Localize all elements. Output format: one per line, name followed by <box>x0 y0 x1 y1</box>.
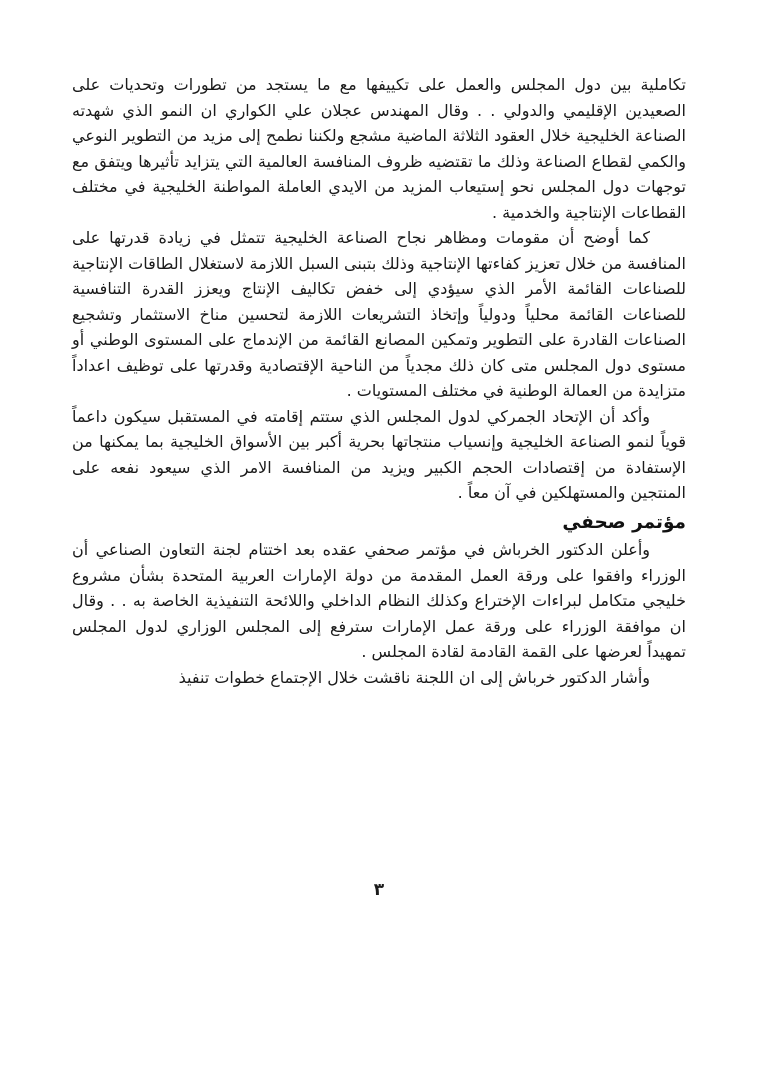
paragraph: كما أوضح أن مقومات ومظاهر نجاح الصناعة الخليجية تتمثل في زيادة قدرتها على المنافسة من خلال تعزيز كفاءتها الإنتاجية وذلك بتبنى السبل اللازمة لاستغلال الطاقات الإنتاجية للصناعات القائمة الأمر الذي سيؤدي إلى خفض تكاليف الإنتاج ويعزز القدرة التنافسية للصناعات القائمة محلياً ودولياً وإتخاذ التشريعات اللازمة لتحسين مناخ الاستثمار وتشجيع الصناعات القادرة على التطوير وتمكين المصانع القائمة من الإندماج على المستوى الوطني أو مستوى دول المجلس متى كان ذلك مجدياً من الناحية الإقتصادية وقدرتها على توظيف اعداداً متزايدة من العمالة الوطنية في مختلف المستويات . <box>72 228 686 400</box>
section-heading: مؤتمر صحفي <box>562 511 686 533</box>
text-block <box>72 72 686 690</box>
paragraph: وأعلن الدكتور الخرباش في مؤتمر صحفي عقده بعد اختتام لجنة التعاون الصناعي أن الوزراء وافقوا على ورقة العمل المقدمة من دولة الإمارات العربية المتحدة بشأن مشروع خليجي متكامل لبراءات الإختراع وكذلك النظام الداخلي واللائحة التنفيذية الخاصة به . . وقال ان موافقة الوزراء على ورقة عمل الإمارات سترفع إلى المجلس الوزاري لدول المجلس تمهيداً لعرضها على القمة القادمة لقادة المجلس . <box>72 540 686 661</box>
paragraph: وأشار الدكتور خرباش إلى ان اللجنة ناقشت خلال الإجتماع خطوات تنفيذ <box>178 667 650 687</box>
paragraph: وأكد أن الإتحاد الجمركي لدول المجلس الذي ستتم إقامته في المستقبل سيكون داعماً قوياً لنمو الصناعة الخليجية وإنسياب منتجاتها بحرية أكبر بين الأسواق الخليجية بما يمكنها من الإستفادة من إقتصادات الحجم الكبير ويزيد من المنافسة الامر الذي سيعود نفعه على المنتجين والمستهلكين في آن معاً . <box>72 406 686 502</box>
page-number: ٣ <box>373 880 385 900</box>
paragraph: تكاملية بين دول المجلس والعمل على تكييفها مع ما يستجد من تطورات وتحديات على الصعيدين الإقليمي والدولي . . وقال المهندس عجلان علي الكواري ان النمو الذي شهدته الصناعة الخليجية خلال العقود الثلاثة الماضية مشجع ولكننا نطمح إلى مزيد من التطوير النوعي والكمي لقطاع الصناعة وذلك ما تقتضيه ظروف المنافسة العالمية التي يتزايد تأثيرها ويتفق مع توجهات دول المجلس نحو إستيعاب المزيد من الايدي العاملة المواطنة الخليجية في مختلف القطاعات الإنتاجية والخدمية . <box>72 75 686 222</box>
